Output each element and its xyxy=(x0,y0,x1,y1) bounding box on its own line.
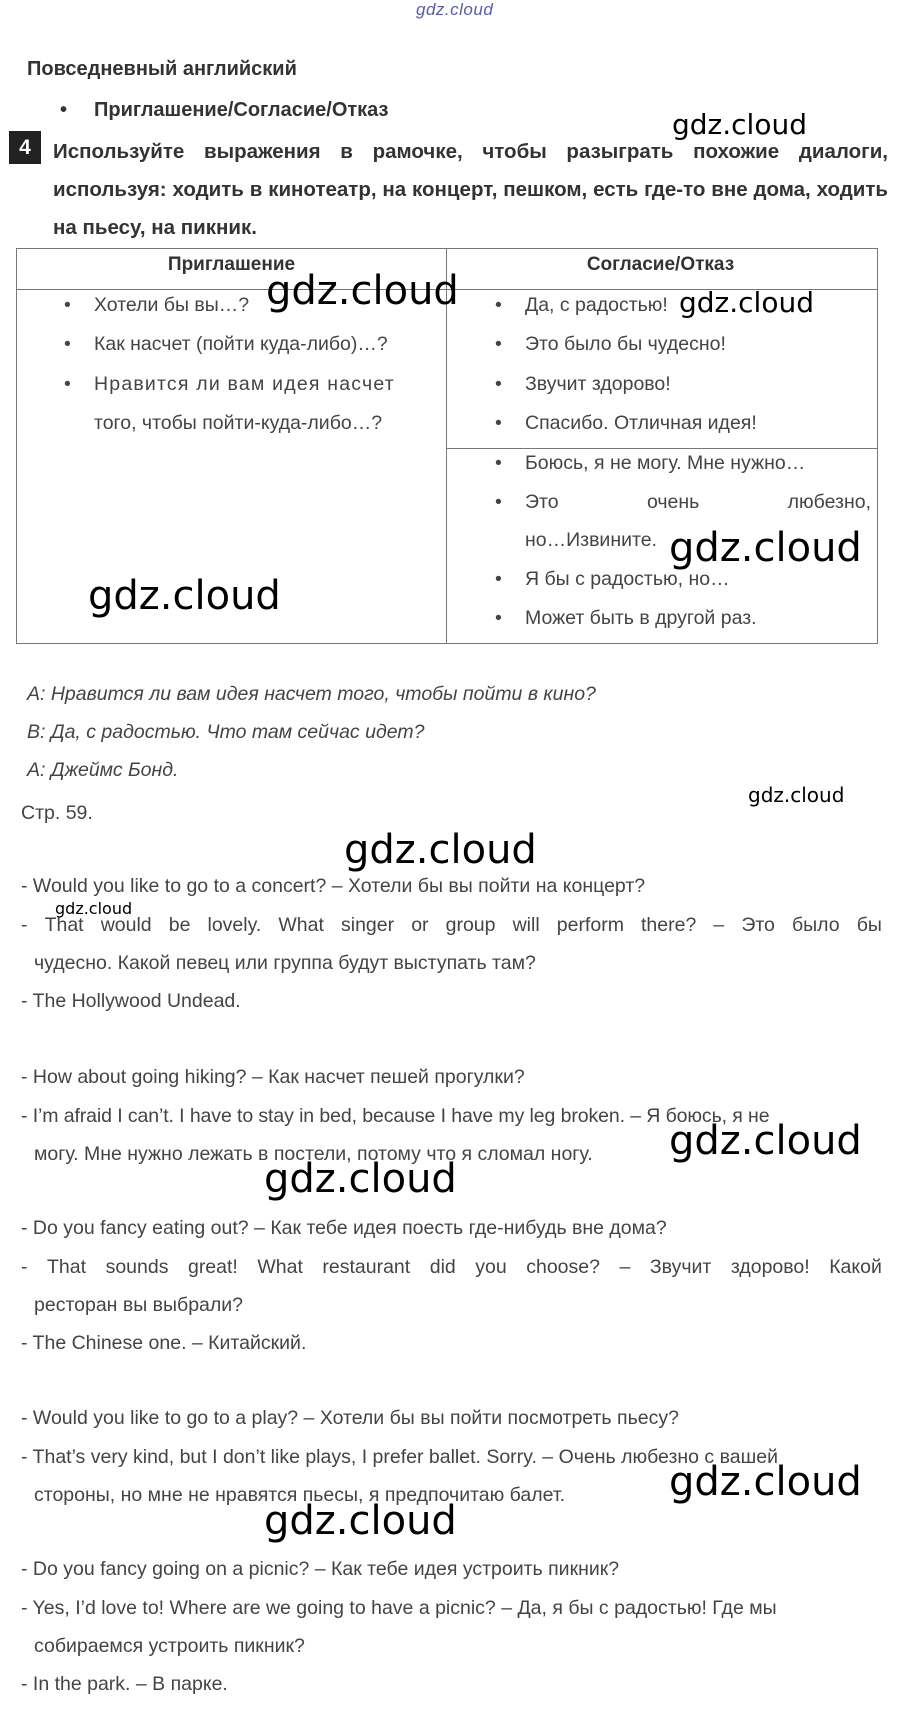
word: здорово! xyxy=(730,1256,810,1278)
answer-line: стороны, но мне не нравятся пьесы, я предпочитаю балет. xyxy=(34,1484,566,1506)
word: What xyxy=(257,1256,303,1278)
list-item: • Это очень любезно, xyxy=(495,491,871,513)
bullet-icon: • xyxy=(60,99,68,121)
answer-line: - That’s very kind, but I don’t like plays, I prefer ballet. Sorry. – Очень любезно с вашей xyxy=(21,1446,778,1468)
section-title: Повседневный английский xyxy=(27,58,297,80)
list-item: • Спасибо. Отличная идея! xyxy=(495,412,757,434)
watermark: gdz.cloud xyxy=(88,573,281,619)
dialog-line: B: Да, с радостью. Что там сейчас идет? xyxy=(27,721,425,743)
answer-line: чудесно. Какой певец или группа будут выступать там? xyxy=(34,952,536,974)
col-header-accept-refuse: Согласие/Отказ xyxy=(586,254,735,275)
dialog-line: A: Нравится ли вам идея насчет того, чтобы пойти в кино? xyxy=(27,683,596,705)
answer-line: - Do you fancy going on a picnic? – Как тебе идея устроить пикник? xyxy=(21,1558,620,1580)
exercise-task: Используйте выражения в рамочке, чтобы разыграть похожие диалоги, используя: ходить в кинотеатр, на концерт, пешком, есть где-то вне дома, ходить на пьесу, на пикник. xyxy=(53,140,888,239)
word: there? xyxy=(641,914,697,936)
list-item: того, чтобы пойти-куда-либо…? xyxy=(94,412,383,434)
answer-line: - I’m afraid I can’t. I have to stay in bed, because I have my leg broken. – Я боюсь, я не xyxy=(21,1105,770,1127)
watermark: gdz.cloud xyxy=(669,1459,862,1505)
answer-line: - The Chinese one. – Китайский. xyxy=(21,1332,307,1354)
list-item: • Как насчет (пойти куда-либо)…? xyxy=(64,333,388,355)
answer-line: собираемся устроить пикник? xyxy=(34,1635,305,1657)
answer-line xyxy=(21,1256,882,1279)
word: great! xyxy=(187,1256,238,1278)
answer-line: ресторан вы выбрали? xyxy=(34,1294,244,1316)
list-item: • Может быть в другой раз. xyxy=(495,607,757,629)
word: or xyxy=(411,914,429,936)
watermark: gdz.cloud xyxy=(55,899,133,918)
list-item: • Боюсь, я не могу. Мне нужно… xyxy=(495,452,806,474)
answer-line: - Would you like to go to a play? – Хотели бы вы пойти посмотреть пьесу? xyxy=(21,1407,679,1429)
answer-line: - Yes, I’d love to! Where are we going to have a picnic? – Да, я бы с радостью! Где мы xyxy=(21,1597,777,1619)
list-item: но…Извините. xyxy=(525,529,657,551)
list-item: • Хотели бы вы…? xyxy=(64,294,250,316)
word: sounds xyxy=(105,1256,169,1278)
word: That xyxy=(47,1256,87,1278)
word: restaurant xyxy=(322,1256,411,1278)
list-item: • Да, с радостью! xyxy=(495,294,668,316)
word: - xyxy=(21,914,28,936)
watermark: gdz.cloud xyxy=(264,1156,457,1202)
list-item: • Это было бы чудесно! xyxy=(495,333,726,355)
word: Какой xyxy=(829,1256,882,1278)
watermark: gdz.cloud xyxy=(669,525,862,571)
list-item: • Я бы с радостью, но… xyxy=(495,568,730,590)
word: perform xyxy=(556,914,624,936)
word: group xyxy=(445,914,496,936)
watermark: gdz.cloud xyxy=(679,286,814,319)
section-bullet xyxy=(60,99,388,122)
list-item: • Нравится ли вам идея насчет xyxy=(64,373,395,395)
word: you xyxy=(475,1256,507,1278)
word: That xyxy=(44,914,84,936)
watermark: gdz.cloud xyxy=(264,1498,457,1544)
word: Звучит xyxy=(649,1256,712,1278)
word: - xyxy=(21,1256,28,1278)
watermark: gdz.cloud xyxy=(669,1118,862,1164)
col-header-invitation: Приглашение xyxy=(167,254,296,275)
word: бы xyxy=(856,914,882,936)
word: lovely. xyxy=(207,914,262,936)
word: – xyxy=(619,1256,631,1278)
word: will xyxy=(512,914,540,936)
word: было xyxy=(791,914,840,936)
answer-line: - How about going hiking? – Как насчет пешей прогулки? xyxy=(21,1066,525,1088)
answer-line: - Do you fancy eating out? – Как тебе идея поесть где-нибудь вне дома? xyxy=(21,1217,667,1239)
table-divider xyxy=(446,448,878,449)
word: What xyxy=(278,914,324,936)
answer-line: - The Hollywood Undead. xyxy=(21,990,241,1012)
word: would xyxy=(100,914,152,936)
watermark: gdz.cloud xyxy=(672,108,807,141)
word: – xyxy=(713,914,725,936)
word: singer xyxy=(341,914,395,936)
watermark: gdz.cloud xyxy=(266,268,459,314)
word: choose? xyxy=(526,1256,600,1278)
watermark: gdz.cloud xyxy=(344,827,537,873)
list-item: • Звучит здорово! xyxy=(495,373,671,395)
word: Это xyxy=(741,914,775,936)
answer-line xyxy=(21,914,882,937)
word: be xyxy=(168,914,191,936)
answer-line: - Would you like to go to a concert? – Хотели бы вы пойти на концерт? xyxy=(21,875,646,897)
exercise-number: 4 xyxy=(9,131,41,164)
dialog-line: A: Джеймс Бонд. xyxy=(27,759,179,781)
watermark: gdz.cloud xyxy=(748,783,845,807)
answer-line: могу. Мне нужно лежать в постели, потому что я сломал ногу. xyxy=(34,1143,593,1165)
section-bullet-label: Приглашение/Согласие/Отказ xyxy=(94,99,389,121)
page-reference: Стр. 59. xyxy=(21,802,93,824)
word: did xyxy=(429,1256,456,1278)
answer-line: - In the park. – В парке. xyxy=(21,1673,228,1695)
site-header-watermark: gdz.cloud xyxy=(416,0,494,19)
